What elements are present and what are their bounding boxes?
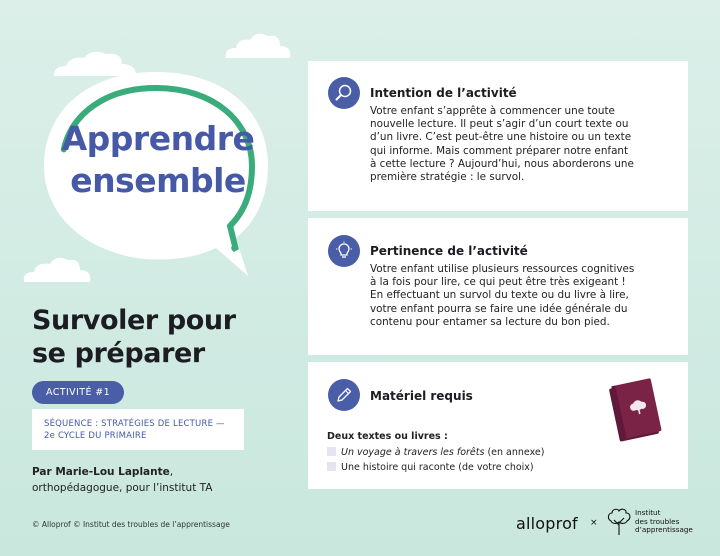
ita-line: des troubles <box>635 516 680 526</box>
card-body-intention <box>370 105 670 184</box>
body-line: Votre enfant utilise plusieurs ressources cognitives <box>370 263 635 275</box>
pencil-icon <box>328 379 360 411</box>
body-line: d’un livre. C’est peut-être une histoire ou un texte <box>370 131 632 144</box>
copyright: © Alloprof © Institut des troubles de l’apprentissage <box>32 520 230 529</box>
alloprof-logo: alloprof <box>516 514 578 533</box>
body-line: à la fois pour lire, ce qui peut être très exigeant ! <box>370 276 626 289</box>
author-block <box>32 464 302 496</box>
book-icon <box>606 376 664 446</box>
logo-separator: × <box>590 518 598 528</box>
item-rest: Une histoire qui raconte (de votre choix) <box>341 462 534 473</box>
item-rest: (en annexe) <box>484 447 545 458</box>
title-line-1: Survoler pour <box>32 305 236 336</box>
page-title <box>32 304 292 370</box>
activity-badge: ACTIVITÉ #1 <box>32 381 124 404</box>
card-title-intention: Intention de l’activité <box>370 86 517 100</box>
magnifier-icon <box>328 77 360 109</box>
sequence-line-1: SÉQUENCE : STRATÉGIES DE LECTURE — <box>44 419 225 429</box>
cloud-top-right <box>222 30 294 60</box>
author-role: orthopédagogue, pour l’institut TA <box>32 482 213 494</box>
body-line: En effectuant un survol du texte ou du livre à lire, <box>370 289 629 302</box>
card-materiel <box>308 362 688 489</box>
sequence-box <box>32 409 244 450</box>
ita-tree-icon <box>606 507 632 537</box>
card-pertinence <box>308 218 688 355</box>
ita-line: d’apprentissage <box>635 525 693 535</box>
lightbulb-icon <box>328 235 360 267</box>
bubble-line-2: ensemble <box>70 161 246 200</box>
body-line: à cette lecture ? Aujourd’hui, nous aborderons une <box>370 157 634 170</box>
author-comma: , <box>169 466 174 478</box>
body-line: première stratégie : le survol. <box>370 171 525 184</box>
checkbox-square <box>327 447 336 456</box>
body-line: contenu pour entamer sa lecture du bon pied. <box>370 315 610 328</box>
sequence-line-2: 2e CYCLE DU PRIMAIRE <box>44 431 147 441</box>
body-line: votre enfant pourra se faire une idée générale du <box>370 302 628 315</box>
body-line: nouvelle lecture. Il peut s’agir d’un court texte ou <box>370 118 629 131</box>
body-line: Votre enfant s’apprête à commencer une toute <box>370 105 615 117</box>
ita-line: Institut <box>635 508 661 517</box>
bubble-text <box>40 118 276 202</box>
bubble-line-1: Apprendre <box>61 119 255 158</box>
list-item <box>327 446 544 459</box>
author-name: Par Marie-Lou Laplante <box>32 466 170 478</box>
materiel-heading: Deux textes ou livres : <box>327 431 448 442</box>
item-italic: Un voyage à travers les forêts <box>341 447 485 458</box>
card-intention <box>308 61 688 211</box>
card-title-pertinence: Pertinence de l’activité <box>370 244 528 258</box>
body-line: qui informe. Mais comment préparer notre enfant <box>370 144 629 157</box>
list-item <box>327 461 534 474</box>
ita-logo-text <box>635 509 715 535</box>
card-title-materiel: Matériel requis <box>370 389 473 403</box>
title-line-2: se préparer <box>32 338 205 369</box>
checkbox-square <box>327 462 336 471</box>
card-body-pertinence <box>370 263 670 329</box>
